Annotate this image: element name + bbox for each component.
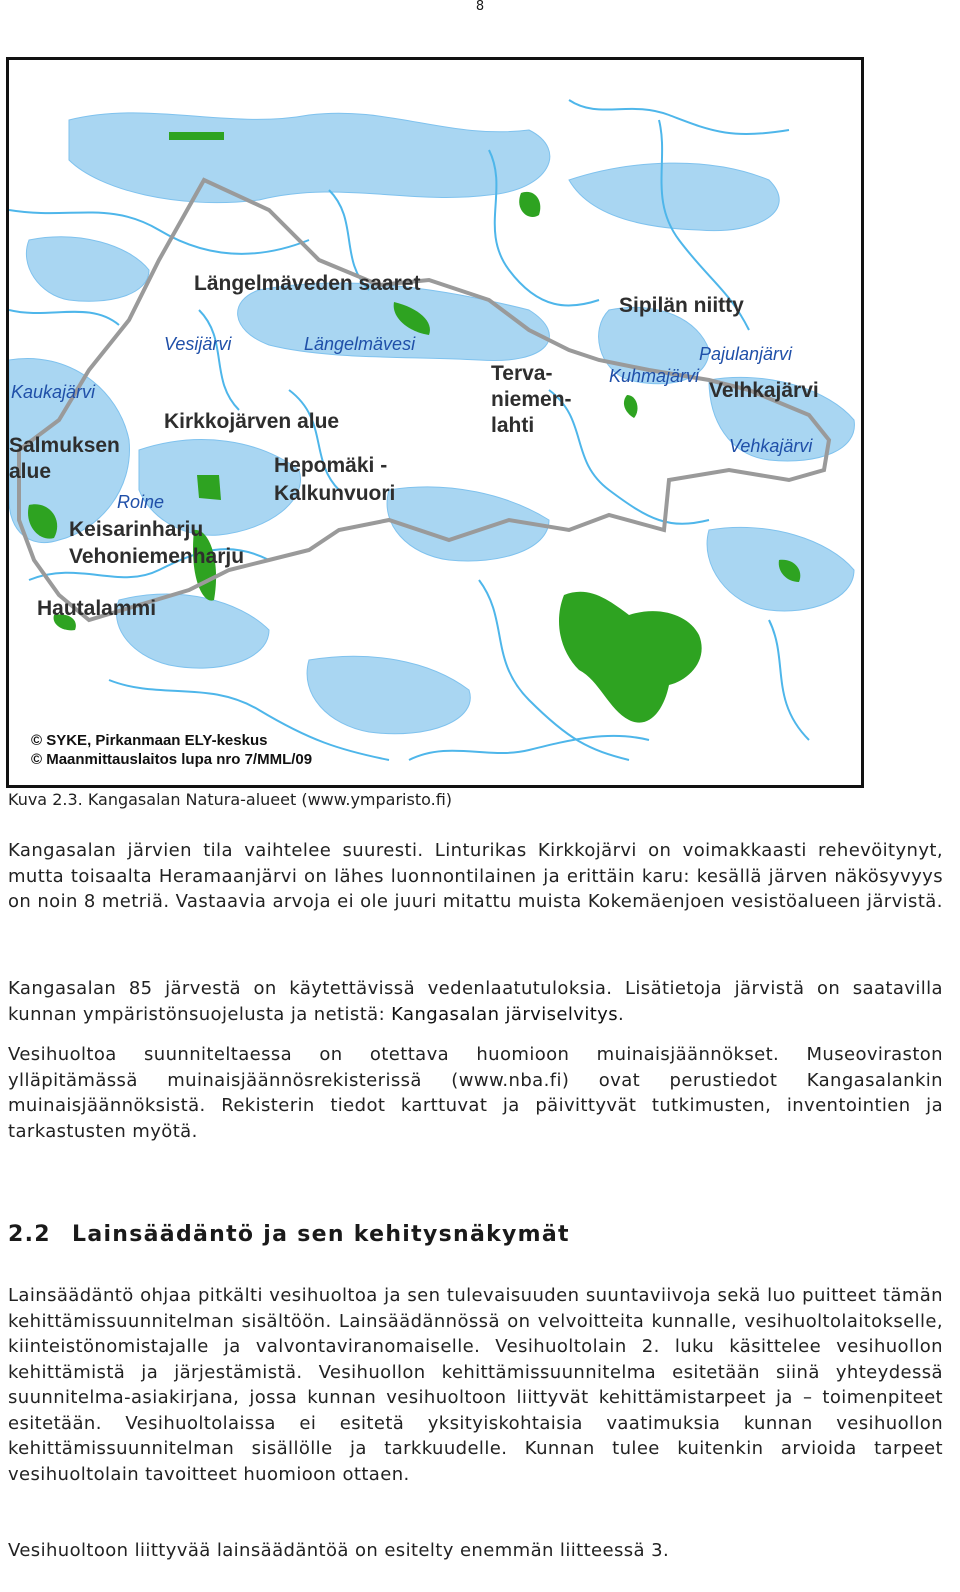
label-vehkajarvi: Vehkajärvi bbox=[729, 436, 813, 456]
label-niemen: niemen- bbox=[491, 388, 572, 411]
natura-map bbox=[6, 57, 864, 788]
paragraph-lakes: Kangasalan järvien tila vaihtelee suuresti. Linturikas Kirkkojärvi on voimakkaasti rehevöitynyt, mutta toisaalta Heramaanjärvi on lähes luonnontilainen ja erittäin karu: kesällä järven näkösyvyys on noin 8 metriä. Vastaavia arvoja ei ole juuri mitattu muista Kokemäenjoen vesistöalueen järvistä. bbox=[8, 840, 943, 912]
label-kaukajarvi: Kaukajärvi bbox=[11, 382, 96, 402]
lake-shape bbox=[569, 163, 779, 231]
lake-shape bbox=[307, 656, 470, 734]
label-sipilan-niitty: Sipilän niitty bbox=[619, 294, 744, 317]
section-number: 2.2 bbox=[8, 1222, 51, 1247]
natura-area bbox=[169, 132, 224, 140]
page-number: 8 bbox=[475, 0, 485, 14]
map-copyright-1: © SYKE, Pirkanmaan ELY-keskus bbox=[31, 732, 268, 749]
paragraph-antiquities: Vesihuoltoa suunniteltaessa on otettava huomioon muinaisjäännökset. Museoviraston ylläpitämässä muinaisjäännösrekisterissä (www.nba.fi) ovat perustiedot Kangasalankin muinaisjäännöksistä. Rekisterin tiedot karttuvat ja päivittyvät tutkimusten, inventointien ja tarkastusten myötä. bbox=[8, 1044, 943, 1142]
paragraph-appendix: Vesihuoltoon liittyvää lainsäädäntöä on esitelty enemmän liitteessä 3. bbox=[8, 1540, 670, 1561]
natura-area bbox=[519, 192, 540, 217]
label-kirkkojarven-alue: Kirkkojärven alue bbox=[164, 410, 340, 433]
natura-area bbox=[559, 592, 702, 723]
label-hepomaki: Hepomäki - bbox=[274, 454, 388, 477]
natura-area bbox=[197, 475, 221, 500]
map-copyright-2: © Maanmittauslaitos lupa nro 7/MML/09 bbox=[31, 751, 313, 768]
natura-area bbox=[624, 395, 638, 418]
lake-shape bbox=[26, 237, 149, 301]
section-heading bbox=[8, 1222, 570, 1247]
label-langelmaveden-saaret: Längelmäveden saaret bbox=[194, 272, 421, 295]
label-velhkajarvi: Velhkajärvi bbox=[709, 379, 819, 402]
label-kuhmajarvi: Kuhmajärvi bbox=[609, 366, 700, 386]
paragraph-water-quality bbox=[8, 976, 943, 1027]
lakes-layer bbox=[9, 113, 854, 734]
paragraph-water-quality-end: . bbox=[618, 1003, 625, 1025]
label-roine: Roine bbox=[117, 492, 165, 512]
label-keisarinharju: Keisarinharju bbox=[69, 518, 204, 541]
map-graphic bbox=[9, 60, 861, 785]
label-vesijarvi: Vesijärvi bbox=[164, 334, 232, 354]
figure-caption: Kuva 2.3. Kangasalan Natura-alueet (www.ymparisto.fi) bbox=[8, 790, 453, 809]
label-pajulanjarvi: Pajulanjärvi bbox=[699, 344, 793, 364]
label-kalkunvuori: Kalkunvuori bbox=[274, 482, 396, 505]
section-title: Lainsäädäntö ja sen kehitysnäkymät bbox=[72, 1222, 570, 1247]
label-terva: Terva- bbox=[491, 362, 553, 385]
paragraph-water-quality-text: Kangasalan 85 järvestä on käytettävissä vedenlaatutuloksia. Lisätietoja järvistä on saatavilla kunnan ympäristönsuojelusta ja netistä: bbox=[8, 978, 943, 1025]
lake-shape bbox=[69, 113, 550, 203]
label-lahti: lahti bbox=[491, 414, 535, 437]
label-vehoniemenharju: Vehoniemenharju bbox=[69, 545, 245, 568]
paragraph-legislation: Lainsäädäntö ohjaa pitkälti vesihuoltoa ja sen tulevaisuuden suuntaviivoja sekä luo puitteet tämän kehittämissuunnitelman sisältöön. Lainsäädännössä on velvoitteita kunnalle, vesihuoltolaitokselle, kiinteistönomistajalle ja valvontaviranomaiselle. Vesihuoltolain 2. luku käsittelee vesihuollon kehittämistä ja järjestämistä. Vesihuollon kehittämissuunnitelma esitetään siinä yhteydessä suunnitelma-asiakirjana, jossa kunnan vesihuoltoon liittyvät kehittämistarpeet ja – toimenpiteet esitetään. Vesihuoltolaissa ei esitetä yksityiskohtaisia vaatimuksia kunnan vesihuollon kehittämissuunnitelman sisällölle ja tarkkuudelle. Kunnan tulee kuitenkin arvioida tarpeet vesihuoltolain tavoitteet huomioon ottaen. bbox=[8, 1285, 943, 1485]
label-alue: alue bbox=[9, 460, 52, 483]
label-salmuksen: Salmuksen bbox=[9, 434, 120, 457]
label-hautalammi: Hautalammi bbox=[37, 597, 157, 620]
jarviselvitys-link[interactable]: Kangasalan järviselvitys bbox=[391, 1003, 619, 1025]
label-langelmavesi: Längelmävesi bbox=[304, 334, 416, 354]
